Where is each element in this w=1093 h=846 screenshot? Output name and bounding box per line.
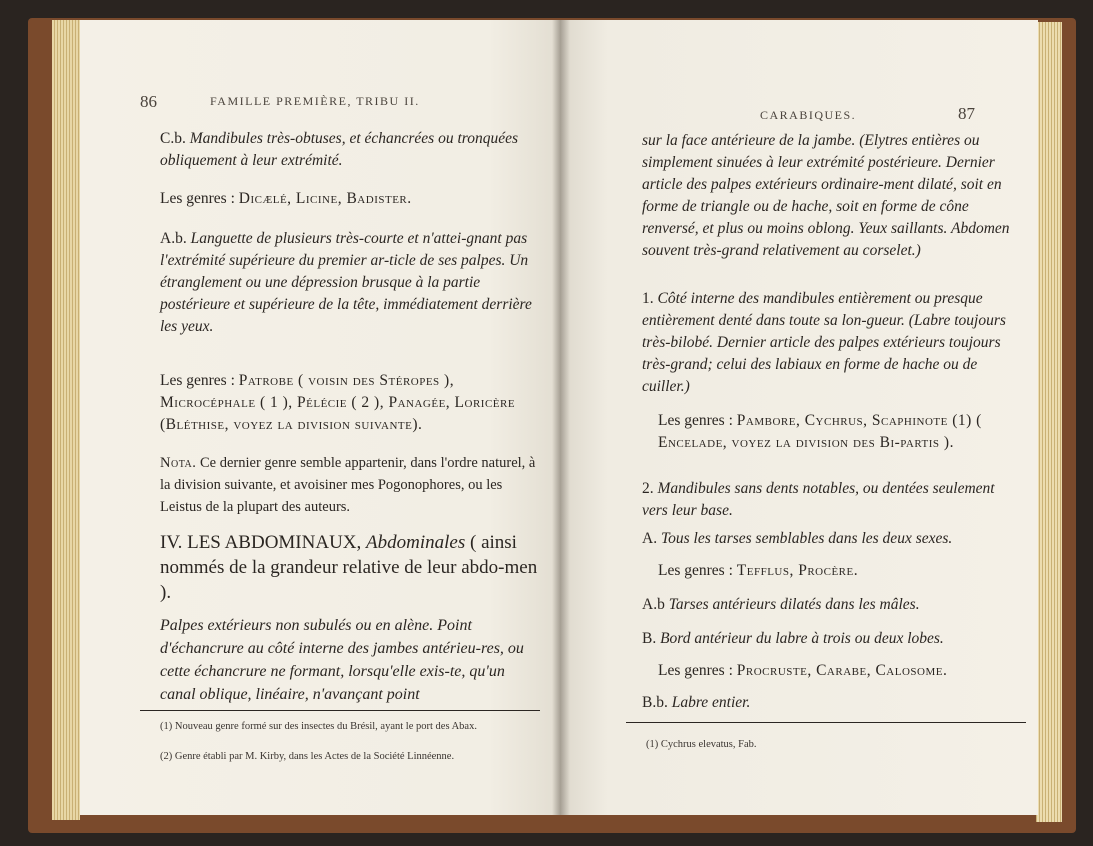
a-paragraph (642, 528, 1022, 550)
b-b-text: Labre entier. (671, 694, 751, 711)
nota-paragraph (160, 452, 540, 518)
b-paragraph (642, 628, 1022, 650)
nota-label: Nota. (160, 455, 197, 471)
b-b-paragraph (642, 692, 1022, 714)
section-iv-label: IV. LES ABDOMINAUX, (160, 532, 362, 553)
genres-2-label: Les genres : (658, 562, 733, 579)
section-iv-text: ( ainsi nommés de la grandeur relative de leur abdo-men ). (160, 532, 538, 603)
footnote-1: (1) Cychrus elevatus, Fab. (646, 739, 757, 750)
genres-2 (160, 370, 540, 436)
page-edges-left (52, 20, 80, 820)
genres-3-label: Les genres : (658, 662, 733, 679)
item-2 (642, 478, 1022, 522)
a-b-text: Languette de plusieurs très-courte et n'attei-gnant pas l'extrémité supérieure du premier ar-ticle de ses palpes. Un étranglement ou une dépression brusque à la partie postérieure et supérieure de la tête, immédiatement derrière les yeux. (160, 230, 532, 335)
b-b-label: B.b. (642, 694, 668, 711)
continuation-paragraph: sur la face antérieure de la jambe. (Elytres entières ou simplement sinuées à leur extrémité postérieure. Dernier article des palpes extérieurs ordinaire-ment dilaté, soit en forme de triangle ou de hache, soit en forme de cône renversé, et plus ou moins oblong. Yeux saillants. Abdomen souvent très-grand relativement au corselet.) (642, 132, 1010, 259)
genres-1-text: Pambore, Cychrus, Scaphinote (1) ( Encelade, voyez la division des Bi-partis ). (658, 412, 982, 451)
palpes-paragraph: Palpes extérieurs non subulés ou en alène. Point d'échancrure au côté interne des jambes antérieu-res, ou cette échancrure ne formant, lorsqu'elle exis-te, qu'un canal oblique, linéaire, n'avançant point (160, 617, 524, 703)
section-iv-latin: Abdominales (366, 532, 466, 553)
genres-2-label: Les genres : (160, 372, 235, 389)
genres-1 (160, 188, 540, 210)
footnote-2: (2) Genre établi par M. Kirby, dans les Actes de la Société Linnéenne. (160, 751, 455, 762)
page-edges-right (1036, 22, 1062, 822)
c-b-paragraph (160, 128, 540, 172)
item-1-label: 1. (642, 290, 654, 307)
section-iv-heading (160, 530, 540, 605)
book-gutter (552, 20, 570, 815)
genres-1 (658, 410, 1022, 454)
item-1-text: Côté interne des mandibules entièrement ou presque entièrement denté dans toute sa lon-gueur. (Labre toujours très-bilobé. Dernier article des palpes extérieurs toujours très-grand; celui des labiaux en forme de hache ou de cuiller.) (642, 290, 1006, 395)
running-head: FAMILLE PREMIÈRE, TRIBU II. (210, 94, 420, 108)
genres-2-text: Tefflus, Procère. (736, 562, 859, 579)
a-text: Tous les tarses semblables dans les deux sexes. (660, 530, 953, 547)
item-2-text: Mandibules sans dents notables, ou dentées seulement vers leur base. (642, 480, 995, 519)
footnote-1: (1) Nouveau genre formé sur des insectes du Brésil, ayant le port des Abax. (160, 721, 477, 732)
item-1 (642, 288, 1022, 398)
page-number: 87 (958, 104, 975, 123)
footnote-rule (140, 710, 540, 711)
genres-1-label: Les genres : (160, 190, 235, 207)
genres-1-label: Les genres : (658, 412, 733, 429)
genres-2-text: Patrobe ( voisin des Stéropes ), Microcéphale ( 1 ), Pélécie ( 2 ), Panagée, Loricère (Bléthise, voyez la division suivante). (160, 372, 516, 433)
a-b-paragraph (642, 594, 1022, 616)
a-b-text: Tarses antérieurs dilatés dans les mâles. (668, 596, 920, 613)
a-b-label: A.b. (160, 230, 187, 247)
a-label: A. (642, 530, 658, 547)
c-b-text: Mandibules très-obtuses, et échancrées ou tronquées obliquement à leur extrémité. (160, 130, 519, 169)
genres-2 (658, 560, 1022, 582)
genres-3-text: Procruste, Carabe, Calosome. (736, 662, 948, 679)
running-head: CARABIQUES. (760, 108, 857, 122)
genres-1-text: Dicælé, Licine, Badister. (238, 190, 412, 207)
nota-text: Ce dernier genre semble appartenir, dans l'ordre naturel, à la division suivante, et avoisiner mes Pogonophores, ou les Leistus de la plupart des auteurs. (160, 455, 536, 515)
left-page (80, 20, 560, 815)
right-page (560, 20, 1038, 815)
b-text: Bord antérieur du labre à trois ou deux lobes. (660, 630, 944, 647)
footnote-rule (626, 722, 1026, 723)
c-b-label: C.b. (160, 130, 186, 147)
genres-3 (658, 660, 1022, 682)
b-label: B. (642, 630, 657, 647)
item-2-label: 2. (642, 480, 654, 497)
a-b-label: A.b (642, 596, 665, 613)
a-b-paragraph (160, 228, 540, 338)
page-number: 86 (140, 92, 157, 111)
